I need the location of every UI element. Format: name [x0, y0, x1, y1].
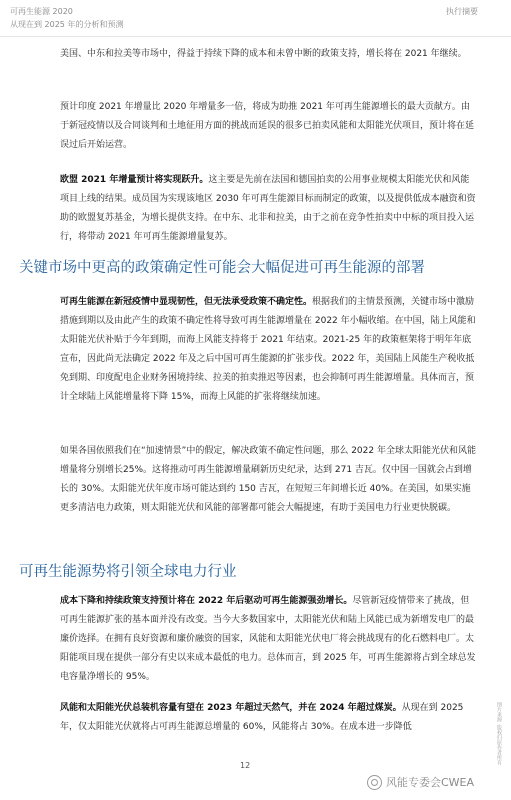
paragraph-lead: 欧盟 2021 年增量预计将实现跃升。 — [60, 175, 209, 185]
paragraph-lead: 成本下降和持续政策支持预计将在 2022 年后驱动可再生能源强劲增长。 — [60, 596, 353, 606]
paragraph-6 — [60, 592, 478, 687]
paragraph-2 — [60, 98, 478, 155]
section-heading-policy: 关键市场中更高的政策确定性可能会大幅促进可再生能源的部署 — [19, 260, 425, 276]
paragraph-text: 尽管新冠疫情带来了挑战，但可再生能源扩张的基本面并没有改变。当今大多数国家中，太阳能光伏和陆上风能已成为新增发电厂的最廉价选择。在拥有良好资源和廉价融资的国家，风能和太阳能光伏电厂将会挑战现有的化石燃料电厂。太阳能项目现在提供一部分有史以来成本最低的电力。总体而言，到 2025 年，可再生能源将占到全球总发电容量净增长的 95%。 — [60, 596, 476, 682]
paragraph-text: 根据我们的主情景预测，关键市场中激励措施到期以及由此产生的政策不确定性将导致可再生能源增量在 2022 年小幅收缩。在中国，陆上风能和太阳能光伏补贴于今年到期，而海上风能支持将于 2021 年结束。2021-25 年的政策框架将于明年年底宣布，因此尚无法确定 2022 年及之后中国可再生能源的扩张步伐。2022 年，美国陆上风能生产税收抵免到期、印度配电企业财务困境持续、拉美的拍卖推迟等因素，也会抑制可再生能源增量。具体而言，预计全球陆上风能增量将下降 15%，而海上风能的扩张将继续加速。 — [60, 297, 476, 402]
paragraph-lead: 风能和太阳能光伏总装机容量有望在 2023 年超过天然气，并在 2024 年超过煤炭。 — [60, 703, 402, 713]
paragraph-text: 预计印度 2021 年增量比 2020 年增量多一倍，将成为助推 2021 年可再生能源增长的最大贡献方。由于新冠疫情以及合同谈判和土地征用方面的挑战而延误的很多已拍卖风能和太阳能光伏项目，预计将在延误过后开始运营。 — [60, 102, 475, 150]
paragraph-1 — [60, 45, 478, 64]
paragraph-text: 如果各国依照我们在“加速情景”中的假定，解决政策不确定性问题，那么 2022 年全球太阳能光伏和风能增量将分别增长25%。这将推动可再生能源增量刷新历史纪录，达到 271 吉瓦。仅中国一国就会占到增长的 30%。太阳能光伏年度市场可能达到约 150 吉瓦，在短短三年间增长近 40%。在美国，如果实施更多清洁电力政策，则太阳能光伏和风能的部署都可能会大幅提速，有助于美国电力行业更快脱碳。 — [60, 446, 476, 513]
wechat-logo-icon — [367, 775, 382, 790]
section-label: 执行摘要 — [446, 7, 478, 16]
paragraph-text: 美国、中东和拉美等市场中，得益于持续下降的成本和未曾中断的政策支持，增长将在 2021 年继续。 — [60, 49, 467, 59]
paragraph-lead: 可再生能源在新冠疫情中显现韧性，但无法承受政策不确定性。 — [60, 297, 313, 307]
page-number: 12 — [240, 761, 251, 770]
page-header — [0, 0, 511, 37]
paragraph-3 — [60, 171, 478, 247]
watermark — [367, 772, 474, 792]
paragraph-5 — [60, 442, 478, 518]
paragraph-text: 这主要是先前在法国和德国拍卖的公用事业规模太阳能光伏和风能项目上线的结果。成员国为实现该地区 2030 年可再生能源目标而制定的政策，以及提供低成本融资和资助的欧盟复苏基金，为增长提供支持。在中东、北非和拉美，由于之前在竞争性拍卖中中标的项目投入运行，将带动 2021 年可再生能源增量复苏。 — [60, 175, 476, 242]
paragraph-7 — [60, 699, 478, 737]
paragraph-4 — [60, 293, 478, 407]
side-credit-note: 图片来源 ·版权归原作者所有 — [496, 702, 502, 766]
report-title: 可再生能源 2020 — [10, 7, 73, 16]
paragraph-text: 从现在到 2025 年，仅太阳能光伏就将占可再生能源总增量的 60%，风能将占 30%。在成本进一步降低 — [60, 703, 464, 732]
watermark-text: 风能专委会CWEA — [386, 776, 475, 789]
report-subtitle: 从现在到 2025 年的分析和预测 — [10, 20, 124, 29]
section-heading-lead-power: 可再生能源势将引领全球电力行业 — [19, 564, 237, 580]
